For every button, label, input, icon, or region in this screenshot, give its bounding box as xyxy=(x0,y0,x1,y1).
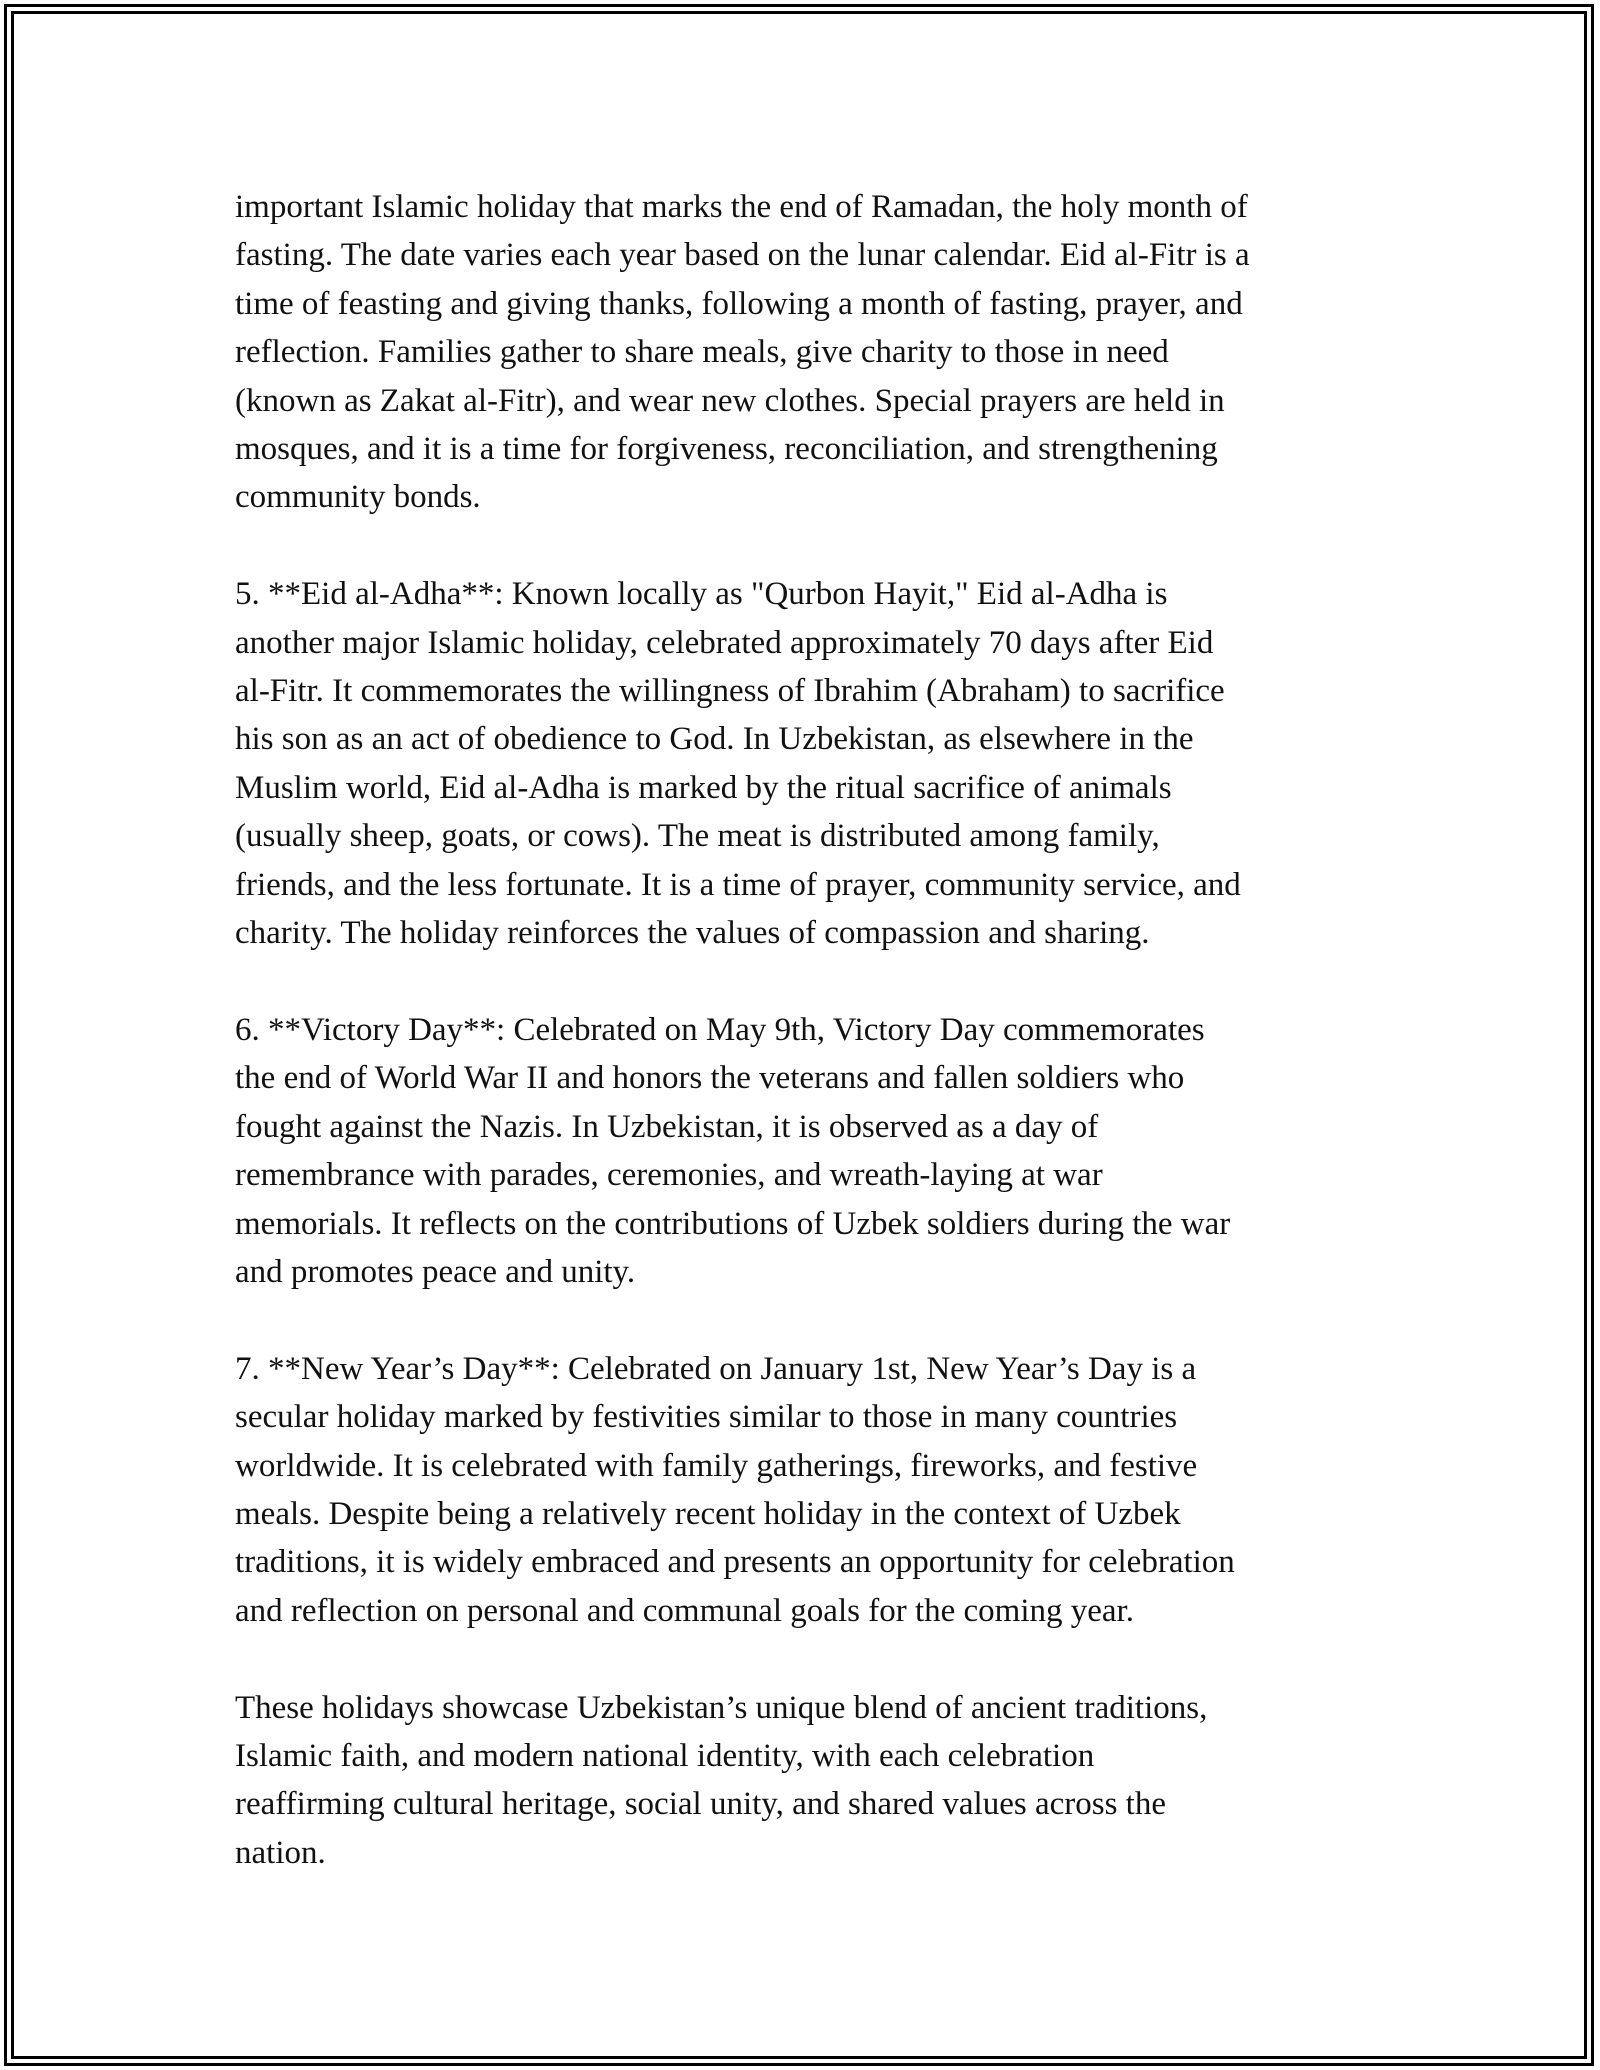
paragraph-new-years-day: 7. **New Year’s Day**: Celebrated on January 1st, New Year’s Day is a secular holiday marked by festivities similar to those in many countries worldwide. It is celebrated with family gatherings, fireworks, and festive meals. Despite being a relatively recent holiday in the context of Uzbek traditions, it is widely embraced and presents an opportunity for celebration and reflection on personal and communal goals for the coming year. xyxy=(235,1350,1235,1629)
paragraph-conclusion: These holidays showcase Uzbekistan’s unique blend of ancient traditions, Islamic faith, and modern national identity, with each celebration reaffirming cultural heritage, social unity, and shared values across the nation. xyxy=(235,1689,1208,1871)
paragraph-victory-day: 6. **Victory Day**: Celebrated on May 9th, Victory Day commemorates the end of World War II and honors the veterans and fallen soldiers who fought against the Nazis. In Uzbekistan, it is observed as a day of remembrance with parades, ceremonies, and wreath-laying at war memorials. It reflects on the contributions of Uzbek soldiers during the war and promotes peace and unity. xyxy=(235,1011,1231,1290)
paragraph-eid-al-adha: 5. **Eid al-Adha**: Known locally as "Qurbon Hayit," Eid al-Adha is another major Islamic holiday, celebrated approximately 70 days after Eid al-Fitr. It commemorates the willingness of Ibrahim (Abraham) to sacrifice his son as an act of obedience to God. In Uzbekistan, as elsewhere in the Muslim world, Eid al-Adha is marked by the ritual sacrifice of animals (usually sheep, goats, or cows). The meat is distributed among family, friends, and the less fortunate. It is a time of prayer, community service, and charity. The holiday reinforces the values of compassion and sharing. xyxy=(235,576,1241,952)
paragraph-eid-al-fitr-continued: important Islamic holiday that marks the end of Ramadan, the holy month of fasting. The date varies each year based on the lunar calendar. Eid al-Fitr is a time of feasting and giving thanks, following a month of fasting, prayer, and reflection. Families gather to share meals, give charity to those in need (known as Zakat al-Fitr), and wear new clothes. Special prayers are held in mosques, and it is a time for forgiveness, reconciliation, and strengthening community bonds. xyxy=(235,189,1250,516)
document-body xyxy=(235,183,1375,1877)
